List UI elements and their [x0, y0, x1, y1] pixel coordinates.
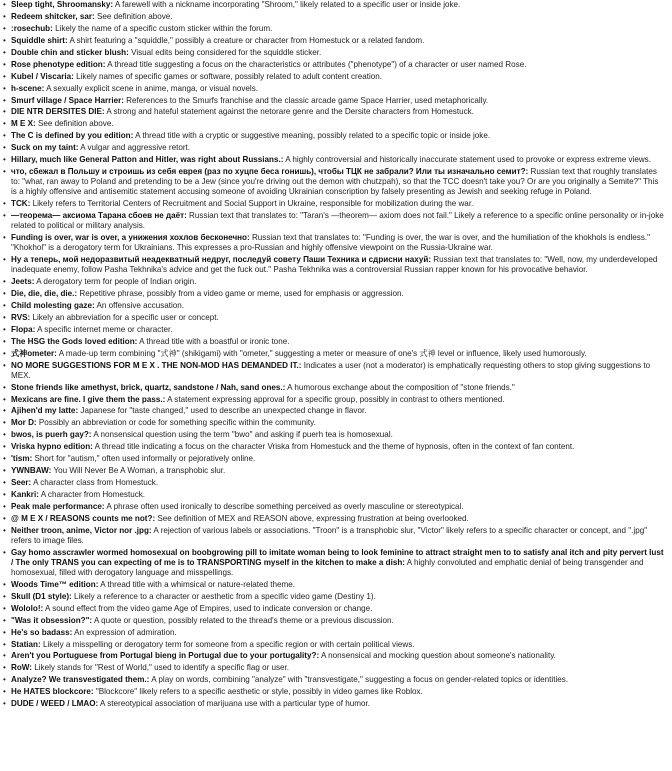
entry-term: Flopa: [11, 324, 36, 334]
entry-definition: A rejection of various labels or associations. "Troon" is a transphobic slur, "Victor" likely refers to a specific character or concept, and ".jpg" refers to image files. [11, 525, 648, 545]
entry-term: 'tism: [11, 454, 33, 464]
entry-definition: A play on words, combining "analyze" with "transvestigate," suggesting a focus on gender-related topics or identities. [151, 675, 569, 685]
entry-term: Stone friends like amethyst, brick, quartz, sandstone / Nah, sand ones.: [11, 382, 286, 392]
glossary-entry [2, 687, 666, 697]
glossary-entry [2, 131, 666, 141]
entry-definition: A thread title with a cryptic or suggestive meaning, possibly related to a specific topic or inside joke. [135, 131, 491, 141]
glossary-entry [2, 211, 666, 231]
entry-term: Peak male performance: [11, 501, 105, 511]
glossary-entry [2, 442, 666, 452]
entry-definition: Russian text that translates to: "Well, now, my underdeveloped inadequate enemy, follow Pasha Tekhnika's advice and get the fuck out." Pasha Tekhnika was a controversial Russian rapper known for his provocative behavior. [11, 255, 658, 275]
entry-term: Hillary, much like General Patton and Hitler, was right about Russians.: [11, 155, 284, 165]
entry-definition: Russian text that translates to: "Taran's —theorem— axiom does not fail." Likely a reference to a specific online personality or in-joke related to political or military analysis. [11, 211, 664, 231]
entry-term: RoW: [11, 663, 32, 673]
glossary-entry [2, 289, 666, 299]
entry-term: Kubel / Viscaria: [11, 71, 74, 81]
glossary-entry [2, 255, 666, 275]
entry-term: Mor D: [11, 418, 37, 428]
entry-term: Vriska hypno edition: [11, 442, 93, 452]
entry-term: YWNBAW: [11, 466, 52, 476]
entry-term: Die, die, die, die.: [11, 288, 78, 298]
entry-term: Redeem shitcker, sar: [11, 11, 95, 21]
entry-definition: A nonsensical question using the term "bwo" and asking if puerh tea is homosexual. [93, 430, 393, 440]
entry-definition: A farewell with a nickname incorporating "Shroom," likely related to a specific user or inside joke. [114, 0, 461, 9]
entry-definition: A specific internet meme or character. [37, 324, 173, 334]
entry-definition: Likely an abbreviation for a specific user or concept. [32, 312, 219, 322]
glossary-entry [2, 651, 666, 661]
entry-term: bwos, is puerh gay?: [11, 430, 92, 440]
entry-definition: Russian text that translates to: "Funding is over, the war is over, and the humiliation of the khokhols is endless." "Khokhol" is a derogatory term for Ukrainians. This expresses a pro-Russian and highly offensive viewpoint on the Russia-Ukraine war. [11, 233, 650, 253]
glossary-entry [2, 514, 666, 524]
glossary-entry [2, 167, 666, 197]
glossary-entry [2, 119, 666, 129]
entry-definition: A statement expressing approval for a specific group, possibly in contrast to others mentioned. [167, 394, 505, 404]
entry-definition: Likely a misspelling or derogatory term for someone from a specific region or with certain political views. [42, 639, 415, 649]
glossary-entry [2, 418, 666, 428]
entry-term: Squiddle shirt: [11, 35, 68, 45]
entry-definition: A quote or question, possibly related to the thread's theme or a previous discussion. [93, 615, 394, 625]
entry-definition: See definition above. [96, 11, 173, 21]
entry-term: TCK: [11, 199, 31, 209]
glossary-entry [2, 663, 666, 673]
entry-definition: A highly convoluted and emphatic denial of being transgender and homosexual, filled with derogatory language and misspellings. [11, 557, 644, 577]
entry-term: Aren't you Portuguese from Portugal bieng in Portugal due to your portugality?: [11, 651, 320, 661]
glossary-entry [2, 675, 666, 685]
entry-term: Double chin and sticker blush: [11, 47, 129, 57]
entry-term: :rosechub: [11, 23, 53, 33]
entry-term: Sleep tight, Shroomansky: [11, 0, 114, 9]
entry-term: Ну а теперь, мой недоразвитый неадекватный недруг, последуй совету Паши Техника и сдрисни нахуй: [11, 255, 432, 265]
entry-term: RVS: [11, 312, 31, 322]
entry-definition: Russian text that roughly translates to: "what, ran away to Poland and pretending to be a Jew (since you're driving out the demon with chutzpah), so that the TCC doesn't take you? Or are you originally a Semite?" This is a highly offensive and antisemitic statement accusing someone of avoiding Ukrainian conscription by falsely presenting as Jewish and seeking refuge in Poland. [11, 167, 659, 197]
entry-term: Analyze? We transvestigated them.: [11, 675, 150, 685]
entry-definition: See definition of MEX and REASON above, expressing frustration at being overlooked. [157, 513, 469, 523]
glossary-entry [2, 155, 666, 165]
glossary-entry [2, 592, 666, 602]
entry-definition: Japanese for "taste changed," used to describe an unexpected change in flavor. [80, 406, 367, 416]
glossary-entry [2, 466, 666, 476]
glossary-entry [2, 361, 666, 381]
glossary-entry [2, 199, 666, 209]
glossary-entry [2, 699, 666, 709]
glossary-entry [2, 48, 666, 58]
entry-definition: An offensive accusation. [96, 300, 185, 310]
entry-term: Ajihen'd my latte: [11, 406, 79, 416]
entry-term: Mexicans are fine. I give them the pass.: [11, 394, 166, 404]
entry-term: Smurf village / Space Harrier: [11, 95, 124, 105]
entry-definition: A thread title with a boastful or ironic tone. [139, 336, 290, 346]
glossary-entry [2, 24, 666, 34]
entry-term: Neither troon, anime, Victor nor .jpg: [11, 525, 152, 535]
entry-term: Rose phenotype edition: [11, 59, 106, 69]
entry-definition: A thread title indicating a focus on the character Vriska from Homestuck and the theme of hypnosis, often in the context of fan content. [94, 442, 575, 452]
entry-term: The HSG the Gods loved edition: [11, 336, 138, 346]
glossary-entry [2, 72, 666, 82]
entry-term: 式神ometer: [11, 348, 57, 358]
entry-definition: Repetitive phrase, possibly from a video game or meme, used for emphasis or aggression. [79, 288, 404, 298]
glossary-entry [2, 36, 666, 46]
glossary-entry [2, 313, 666, 323]
entry-term: DUDE / WEED / LMAO: [11, 699, 99, 709]
glossary-entry [2, 325, 666, 335]
entry-definition: A made-up term combining "式神" (shikigami) with "ometer," suggesting a meter or measure of one's 式神 level or influence, likely used humorously. [58, 348, 587, 358]
entry-definition: A sexually explicit scene in anime, manga, or visual novels. [46, 83, 259, 93]
glossary-entry [2, 84, 666, 94]
entry-definition: A thread title with a whimsical or nature-related theme. [100, 579, 295, 589]
entry-definition: A nonsensical and mocking question about someone's nationality. [320, 651, 556, 661]
glossary-entry [2, 526, 666, 546]
entry-term: —теорема— аксиома Тарана сбоев не даёт: [11, 211, 187, 221]
entry-term: DIE NTR DERSITES DIE: [11, 107, 105, 117]
glossary-entry [2, 395, 666, 405]
entry-definition: Likely a reference to a character or aesthetic from a specific video game (Destiny 1). [73, 591, 376, 601]
entry-definition: An expression of admiration. [74, 627, 177, 637]
entry-definition: A thread title suggesting a focus on the characteristics or attributes ("phenotype") of a character or user named Rose. [107, 59, 527, 69]
entry-definition: Short for "autism," often used informally or pejoratively online. [34, 454, 256, 464]
glossary-entry [2, 143, 666, 153]
entry-definition: A humorous exchange about the composition of "stone friends." [287, 382, 515, 392]
entry-definition: A highly controversial and historically inaccurate statement used to provoke or express extreme views. [285, 155, 651, 165]
entry-definition: A stereotypical association of marijuana use with a particular type of humor. [100, 699, 370, 709]
entry-term: Jeets: [11, 277, 35, 287]
entry-term: Skull (D1 style): [11, 591, 72, 601]
entry-term: Kankri: [11, 490, 39, 500]
entry-definition: A character class from Homestuck. [33, 478, 159, 488]
glossary-entry [2, 502, 666, 512]
entry-term: Woods Time™ edition: [11, 579, 99, 589]
glossary-entry [2, 490, 666, 500]
entry-term: "Was it obsession?": [11, 615, 93, 625]
glossary-entry [2, 349, 666, 359]
glossary-entry [2, 616, 666, 626]
glossary-entry [2, 60, 666, 70]
entry-term: Statian: [11, 639, 41, 649]
entry-definition: A phrase often used ironically to describe something perceived as overly masculine or stereotypical. [106, 501, 464, 511]
glossary-entry [2, 0, 666, 10]
entry-definition: Visual edits being considered for the squiddle sticker. [131, 47, 322, 57]
entry-term: M E X: [11, 119, 36, 129]
glossary-entry [2, 406, 666, 416]
entry-term: He HATES blockcore: [11, 687, 94, 697]
entry-definition: Likely stands for "Rest of World," used to identify a specific flag or user. [34, 663, 290, 673]
glossary-entry [2, 233, 666, 253]
entry-term: He's so badass: [11, 627, 73, 637]
entry-term: Funding is over, war is over, а унижения хохлов бесконечно: [11, 233, 250, 243]
entry-definition: A strong and hateful statement against the netorare genre and the Dersite characters from Homestuck. [106, 107, 474, 117]
entry-term: @ M E X / REASONS counts me not?: [11, 513, 156, 523]
entry-definition: A vulgar and aggressive retort. [80, 143, 191, 153]
entry-definition: "Blockcore" likely refers to a specific aesthetic or style, possibly in video games like Roblox. [95, 687, 423, 697]
glossary-entry [2, 640, 666, 650]
glossary-entry [2, 12, 666, 22]
glossary-entry [2, 383, 666, 393]
glossary-entry [2, 604, 666, 614]
entry-term: h-scene: [11, 83, 45, 93]
entry-definition: References to the Smurfs franchise and the classic arcade game Space Harrier, used metaphorically. [126, 95, 489, 105]
entry-definition: Indicates a user (not a moderator) is emphatically requesting others to stop giving suggestions to MEX. [11, 360, 651, 380]
glossary-entry [2, 337, 666, 347]
entry-definition: Possibly an abbreviation or code for something specific within the community. [38, 418, 316, 428]
entry-definition: You Will Never Be A Woman, a transphobic slur. [53, 466, 226, 476]
entry-term: Gay homo asscrawler wormed homosexual on boobgrowing pill to imitate woman being to look feminine to attract straight men to to satisfy anal itch and pity pervert lust / The only TRANS you can expecting of me is to TRANSPORTING myself in the kitchen to make a dish: [11, 547, 664, 567]
entry-definition: A shirt featuring a "squiddle," possibly a creature or character from Homestuck or a related fandom. [69, 35, 425, 45]
entry-definition: A sound effect from the video game Age of Empires, used to indicate conversion or change. [45, 603, 373, 613]
entry-term: что, сбежал в Польшу и строишь из себя еврея (раз по хуцпе беса гонишь), чтобы ТЦК не забрали? Или ты изначально семит?: [11, 167, 529, 177]
entry-term: Child molesting gaze: [11, 300, 95, 310]
entry-term: Seer: [11, 478, 32, 488]
glossary-entry [2, 96, 666, 106]
entry-definition: A derogatory term for people of Indian origin. [36, 277, 197, 287]
glossary-entry [2, 628, 666, 638]
glossary-entry [2, 454, 666, 464]
entry-definition: Likely the name of a specific custom sticker within the forum. [55, 23, 273, 33]
entry-definition: Likely names of specific games or software, possibly related to adult content creation. [76, 71, 383, 81]
glossary-entry [2, 301, 666, 311]
entry-definition: See definition above. [37, 119, 114, 129]
glossary-entry [2, 580, 666, 590]
glossary-entry [2, 478, 666, 488]
glossary-entry [2, 548, 666, 578]
entry-term: The C is defined by you edition: [11, 131, 134, 141]
glossary-entry [2, 277, 666, 287]
entry-definition: Likely refers to Territorial Centers of Recruitment and Social Support in Ukraine, responsible for mobilization during the war. [32, 199, 474, 209]
glossary-entry [2, 430, 666, 440]
entry-term: Wololo!: [11, 603, 44, 613]
entry-term: Suck on my taint: [11, 143, 79, 153]
entry-definition: A character from Homestuck. [40, 490, 146, 500]
glossary-entry [2, 107, 666, 117]
entry-term: NO MORE SUGGESTIONS FOR M E X . THE NON-MOD HAS DEMANDED IT.: [11, 360, 302, 370]
